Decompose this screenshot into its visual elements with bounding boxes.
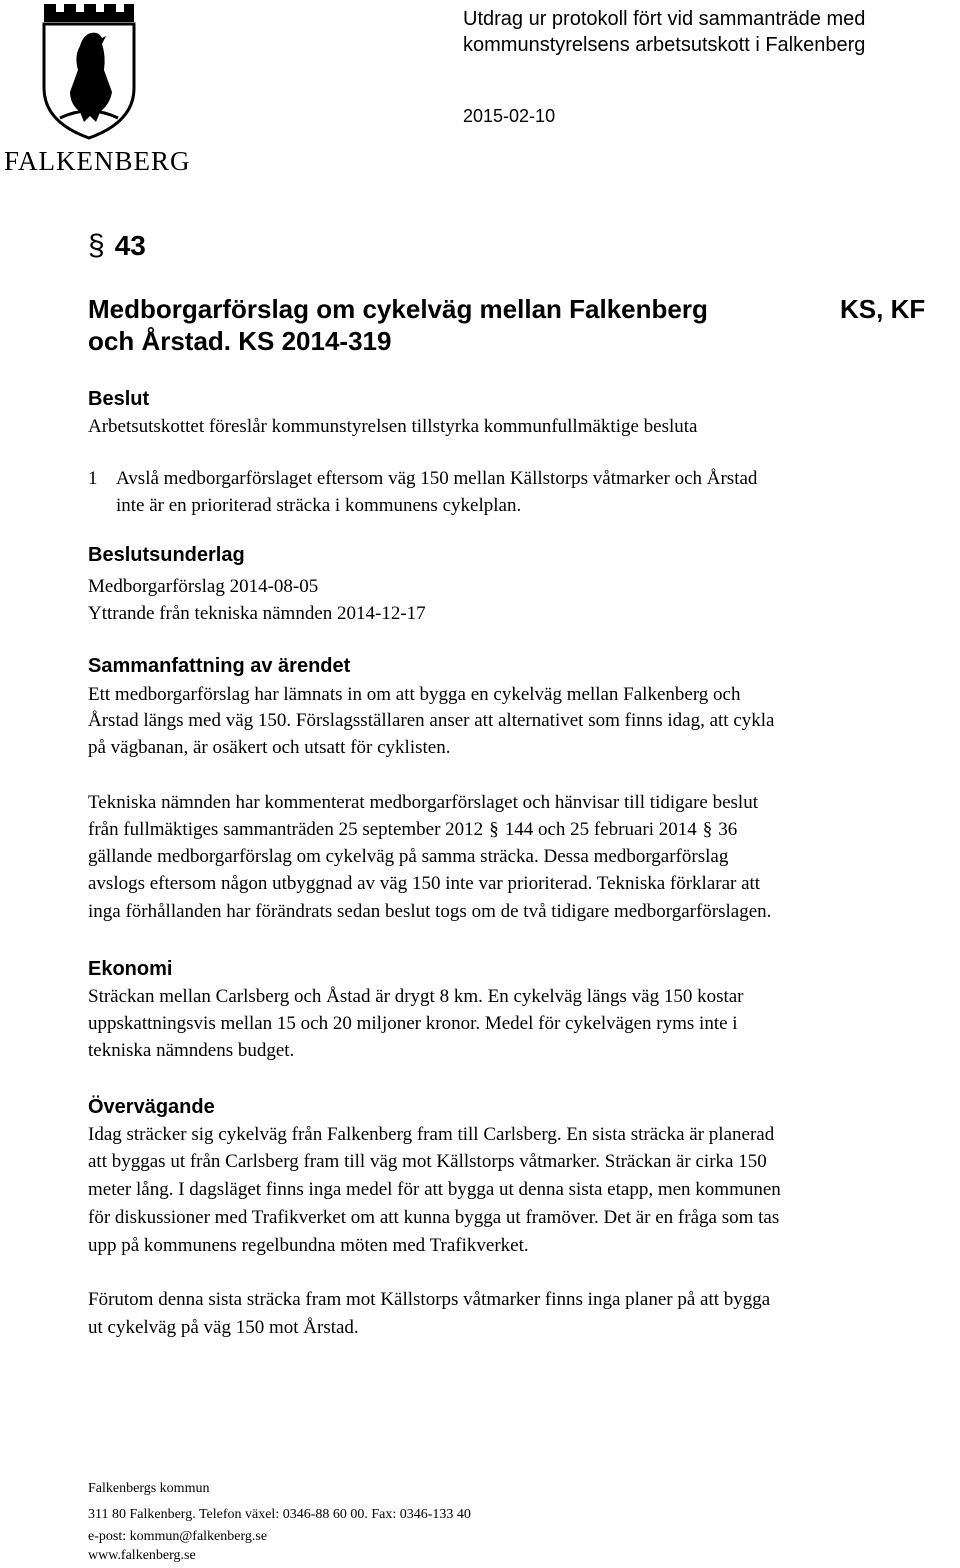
economy-line: Sträckan mellan Carlsberg och Åstad är drygt 8 km. En cykelväg längs väg 150 kostar: [88, 986, 744, 1007]
section-symbol: §: [702, 819, 713, 840]
footer-address: 311 80 Falkenberg. Telefon växel: 0346-88 60 00. Fax: 0346-133 40: [88, 1507, 471, 1522]
footer-email[interactable]: e-post: kommun@falkenberg.se: [88, 1529, 268, 1544]
summary-line: Tekniska nämnden har kommenterat medborgarförslaget och hänvisar till tidigare beslut: [88, 792, 758, 813]
item-title-line-2: och Årstad. KS 2014-319: [88, 326, 392, 356]
heading-beslut: Beslut: [88, 388, 150, 410]
heading-beslutsunderlag: Beslutsunderlag: [88, 544, 245, 566]
decision-point-number: 1: [88, 468, 98, 489]
heading-overvagande: Övervägande: [88, 1096, 215, 1118]
summary-line: Ett medborgarförslag har lämnats in om att bygga en cykelväg mellan Falkenberg och: [88, 684, 741, 705]
summary-text: från fullmäktiges sammanträden 25 september 2012: [88, 819, 484, 840]
consideration-line: meter lång. I dagsläget finns inga medel för att bygga ut denna sista etapp, men kommunen: [88, 1179, 781, 1200]
footer-website[interactable]: www.falkenberg.se: [88, 1548, 196, 1563]
economy-line: tekniska nämndens budget.: [88, 1040, 295, 1061]
heading-ekonomi: Ekonomi: [88, 958, 173, 980]
summary-line: gällande medborgarförslag om cykelväg på samma sträcka. Dessa medborgarförslag: [88, 846, 729, 867]
consideration-line: Förutom denna sista sträcka fram mot Källstorps våtmarker finns inga planer på att bygga: [88, 1289, 771, 1310]
consideration-line: upp på kommunens regelbundna möten med Trafikverket.: [88, 1235, 529, 1256]
logo-wordmark: FALKENBERG: [4, 146, 191, 176]
municipal-crest-logo: [40, 0, 138, 140]
recipients: KS, KF: [840, 294, 926, 324]
protocol-title-line-2: kommunstyrelsens arbetsutskott i Falkenberg: [463, 34, 866, 56]
paragraph-number: [88, 228, 146, 264]
item-title-line-1: Medborgarförslag om cykelväg mellan Falkenberg: [88, 294, 708, 324]
summary-line: på vägbanan, är osäkert och utsatt för cyklisten.: [88, 737, 451, 758]
summary-line-with-references: [88, 817, 737, 843]
footer-org: Falkenbergs kommun: [88, 1481, 210, 1496]
summary-text: 144 och 25 februari 2014: [504, 819, 697, 840]
decision-point-line-2: inte är en prioriterad sträcka i kommunens cykelplan.: [116, 495, 522, 516]
summary-line: Årstad längs med väg 150. Förslagsställaren anser att alternativet som finns idag, att cykla: [88, 710, 775, 731]
document-item: Medborgarförslag 2014-08-05: [88, 576, 319, 597]
consideration-line: Idag sträcker sig cykelväg från Falkenberg fram till Carlsberg. En sista sträcka är planerad: [88, 1124, 775, 1145]
consideration-line: ut cykelväg på väg 150 mot Årstad.: [88, 1317, 359, 1338]
protocol-title-line-1: Utdrag ur protokoll fört vid sammanträde med: [463, 8, 866, 30]
section-symbol: §: [88, 229, 105, 262]
beslut-intro: Arbetsutskottet föreslår kommunstyrelsen tillstyrka kommunfullmäktige besluta: [88, 416, 698, 437]
summary-text: 36: [718, 819, 738, 840]
meeting-date: 2015-02-10: [463, 106, 556, 126]
consideration-line: att byggas ut från Carlsberg fram till väg mot Källstorps våtmarker. Sträckan är cirka 150: [88, 1151, 767, 1172]
summary-line: avslogs eftersom någon utbyggnad av väg 150 inte var prioriterad. Tekniska förklarar att: [88, 873, 761, 894]
paragraph-number-value: 43: [114, 230, 146, 261]
document-item: Yttrande från tekniska nämnden 2014-12-17: [88, 603, 426, 624]
economy-line: uppskattningsvis mellan 15 och 20 miljoner kronor. Medel för cykelvägen ryms inte i: [88, 1013, 738, 1034]
section-symbol: §: [489, 819, 499, 840]
heading-sammanfattning: Sammanfattning av ärendet: [88, 655, 351, 677]
summary-line: inga förhållanden har förändrats sedan beslut togs om de två tidigare medborgarförslagen.: [88, 901, 772, 922]
consideration-line: för diskussioner med Trafikverket om att kunna bygga ut framöver. Det är en fråga som tas: [88, 1207, 780, 1228]
decision-point-line-1: Avslå medborgarförslaget eftersom väg 150 mellan Källstorps våtmarker och Årstad: [116, 468, 758, 489]
